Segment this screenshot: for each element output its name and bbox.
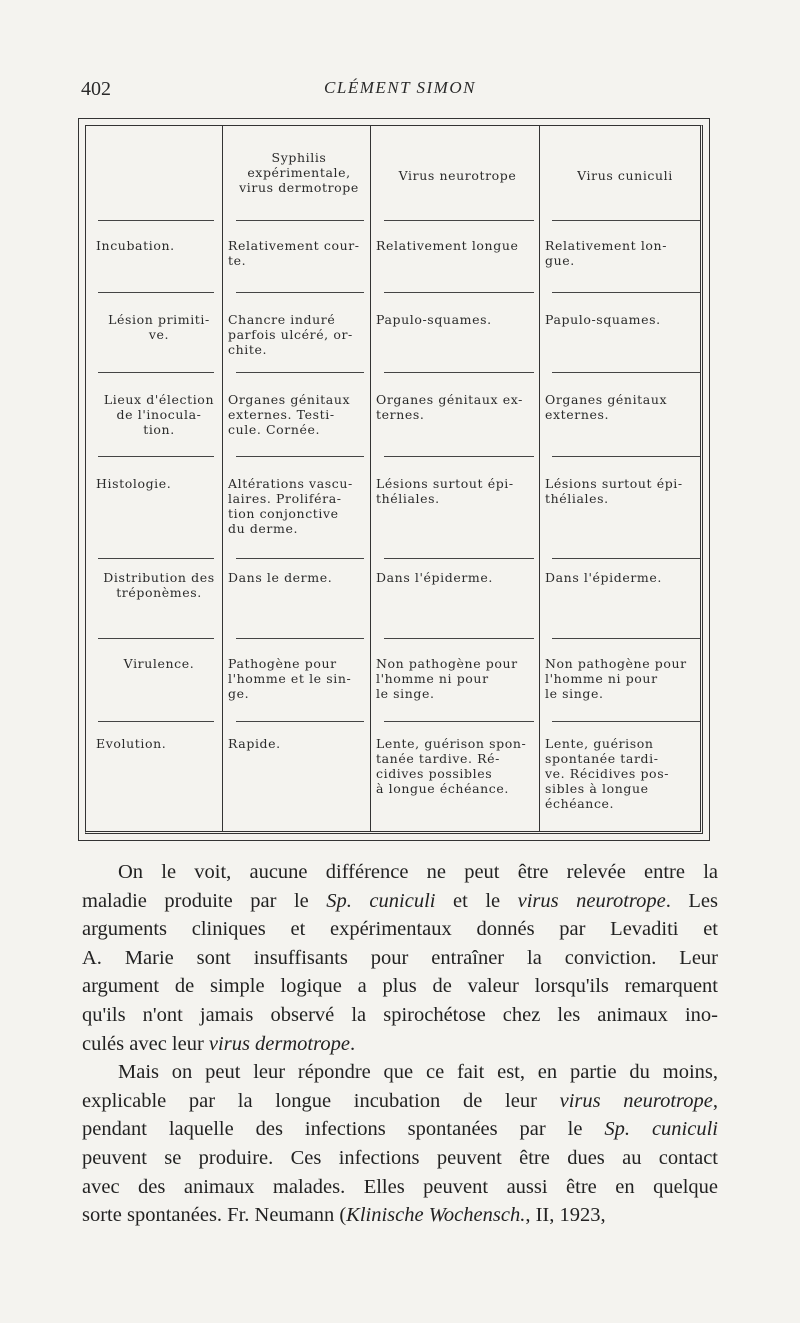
row-rule [98,456,214,457]
text-run: culés avec leur [82,1032,209,1055]
row-rule [236,721,364,722]
cell-line: Evolution. [96,736,167,751]
header-dermotrope [228,150,370,195]
header-neurotrope [376,168,539,183]
row-rule [98,372,214,373]
row-rule [236,638,364,639]
cell-line: l'homme ni pour [376,671,489,686]
text-line [82,858,718,887]
cell-line: Lésion primiti- [108,312,210,327]
paragraph-1 [82,858,718,1058]
cell-line: ge. [228,686,250,701]
row-rule [236,220,364,221]
row-label [92,656,222,671]
cell-line: l'homme ni pour [545,671,658,686]
italic-term: Sp. cuniculi [604,1118,718,1141]
cell-line: Lésions surtout épi- [545,476,683,491]
row-rule [552,721,700,722]
header-cuniculi [545,168,705,183]
row-label [92,238,222,253]
text-line [82,1001,718,1030]
cell-neurotrope [376,656,539,701]
cell-line: à longue échéance. [376,781,509,796]
cell-neurotrope [376,392,539,422]
cell-line: l'homme et le sin- [228,671,352,686]
cell-line: Incubation. [96,238,175,253]
cell-line: Organes génitaux [545,392,668,407]
cell-line: le singe. [545,686,604,701]
cell-line: chite. [228,342,268,357]
text-line [82,1058,718,1087]
cell-line: virus dermotrope [239,180,359,195]
row-rule [552,220,700,221]
cell-line: laires. Proliféra- [228,491,342,506]
cell-line: du derme. [228,521,299,536]
cell-line: échéance. [545,796,615,811]
cell-cuniculi [545,570,705,585]
text-run: et le [435,889,518,912]
row-rule [98,558,214,559]
cell-dermotrope [228,736,370,751]
cell-cuniculi [545,392,705,422]
text-run: Mais on peut leur répondre que ce fait est, en partie du moins, [118,1061,718,1084]
text-run: maladie produite par le [82,889,327,912]
cell-line: ternes. [376,407,425,422]
column-divider [370,126,371,831]
row-label [92,476,222,491]
cell-line: Chancre induré [228,312,336,327]
text-run: . Les [665,889,718,912]
text-run: A. Marie sont insuffisants pour entraîner la conviction. Leur [82,946,718,969]
table-body [85,125,703,834]
row-rule [236,558,364,559]
cell-dermotrope [228,476,370,536]
cell-line: Relativement cour- [228,238,360,253]
cell-line: Relativement lon- [545,238,668,253]
row-rule [236,456,364,457]
row-rule [384,220,534,221]
text-line [82,1144,718,1173]
text-line [82,887,718,916]
cell-cuniculi [545,312,705,327]
text-line [82,1087,718,1116]
row-rule [98,721,214,722]
cell-line: Papulo-squames. [376,312,492,327]
cell-line: Dans le derme. [228,570,333,585]
cell-line: Altérations vascu- [228,476,353,491]
text-run: On le voit, aucune différence ne peut être relevée entre la [118,861,718,883]
row-rule [384,456,534,457]
cell-line: te. [228,253,247,268]
cell-cuniculi [545,656,705,701]
paragraph-2 [82,1058,718,1230]
row-rule [384,638,534,639]
cell-line: théliales. [376,491,440,506]
text-run: arguments cliniques et expérimentaux donnés par Levaditi et [82,918,718,941]
row-label [92,736,222,751]
row-rule [384,721,534,722]
italic-term: virus neurotrope [559,1089,713,1112]
cell-line: Virulence. [123,656,195,671]
cell-line: Dans l'épiderme. [376,570,493,585]
row-rule [552,558,700,559]
body-text [82,858,718,1230]
cell-line: cidives possibles [376,766,493,781]
text-run: avec des animaux malades. Elles peuvent aussi être en quelque [82,1175,718,1198]
cell-line: expérimentale, [247,165,351,180]
cell-line: Syphilis [271,150,327,165]
cell-line: tanée tardive. Ré- [376,751,500,766]
cell-line: gue. [545,253,575,268]
cell-line: tréponèmes. [116,585,202,600]
cell-neurotrope [376,238,539,253]
running-title: CLÉMENT SIMON [324,78,476,97]
row-rule [552,456,700,457]
cell-line: Non pathogène pour [545,656,687,671]
text-run: , [712,1089,718,1112]
cell-line: cule. Cornée. [228,422,321,437]
comparison-table [78,118,710,841]
cell-neurotrope [376,736,539,796]
italic-term: Sp. cuniculi [326,889,436,912]
cell-line: tion. [143,422,175,437]
cell-line: théliales. [545,491,609,506]
row-rule [384,292,534,293]
column-divider [539,126,540,831]
cell-dermotrope [228,570,370,585]
cell-line: ve. [148,327,170,342]
cell-cuniculi [545,736,705,811]
text-run: explicable par la longue incubation de leur [82,1089,560,1112]
cell-line: Relativement longue [376,238,519,253]
cell-line: Histologie. [96,476,172,491]
text-run: sorte spontanées. Fr. Neumann ( [82,1204,347,1227]
cell-line: Virus cuniculi [577,168,673,183]
cell-line: sibles à longue [545,781,649,796]
cell-neurotrope [376,570,539,585]
cell-line: Organes génitaux ex- [376,392,523,407]
text-line [82,915,718,944]
cell-dermotrope [228,312,370,357]
cell-neurotrope [376,476,539,506]
row-label [92,312,222,342]
text-line [82,1173,718,1202]
text-run: peuvent se produire. Ces infections peuvent être dues au contact [82,1146,718,1169]
cell-line: Lieux d'élection [103,392,215,407]
cell-line: spontanée tardi- [545,751,659,766]
italic-term: virus neurotrope [517,889,666,912]
cell-dermotrope [228,656,370,701]
cell-line: ve. Récidives pos- [545,766,670,781]
cell-line: de l'inocula- [116,407,202,422]
cell-line: Papulo-squames. [545,312,661,327]
text-line [82,972,718,1001]
cell-line: Pathogène pour [228,656,337,671]
cell-line: Lésions surtout épi- [376,476,514,491]
row-rule [98,292,214,293]
row-rule [236,372,364,373]
cell-line: Rapide. [228,736,281,751]
text-run: . [349,1032,356,1055]
cell-dermotrope [228,238,370,268]
cell-line: le singe. [376,686,435,701]
cell-line: Non pathogène pour [376,656,518,671]
row-rule [552,638,700,639]
row-rule [98,220,214,221]
cell-cuniculi [545,476,705,506]
cell-neurotrope [376,312,539,327]
italic-term: virus dermotrope [208,1032,350,1055]
text-run: argument de simple logique a plus de valeur lorsqu'ils remarquent [82,975,718,998]
text-line [82,944,718,973]
row-rule [384,372,534,373]
row-rule [98,638,214,639]
cell-line: Virus neurotrope [398,168,517,183]
row-label [92,392,222,437]
text-run: pendant laquelle des infections spontanées par le [82,1118,605,1141]
italic-term: Klinische Wochensch. [346,1204,526,1227]
row-rule [552,372,700,373]
text-line [82,1201,718,1230]
row-label [92,570,222,600]
cell-line: parfois ulcéré, or- [228,327,353,342]
text-line [82,1115,718,1144]
row-rule [384,558,534,559]
cell-line: Lente, guérison spon- [376,736,527,751]
text-line [82,1030,718,1059]
cell-dermotrope [228,392,370,437]
row-rule [552,292,700,293]
cell-line: Dans l'épiderme. [545,570,662,585]
page-header [0,78,800,104]
cell-line: tion conjonctive [228,506,339,521]
cell-line: Lente, guérison [545,736,654,751]
text-run: , II, 1923, [525,1204,606,1227]
cell-line: Organes génitaux [228,392,351,407]
page-number: 402 [81,78,111,100]
cell-line: externes. [545,407,610,422]
column-divider [222,126,223,831]
cell-cuniculi [545,238,705,268]
row-rule [236,292,364,293]
text-run: qu'ils n'ont jamais observé la spirochétose chez les animaux ino- [82,1003,718,1026]
cell-line: externes. Testi- [228,407,335,422]
cell-line: Distribution des [103,570,215,585]
